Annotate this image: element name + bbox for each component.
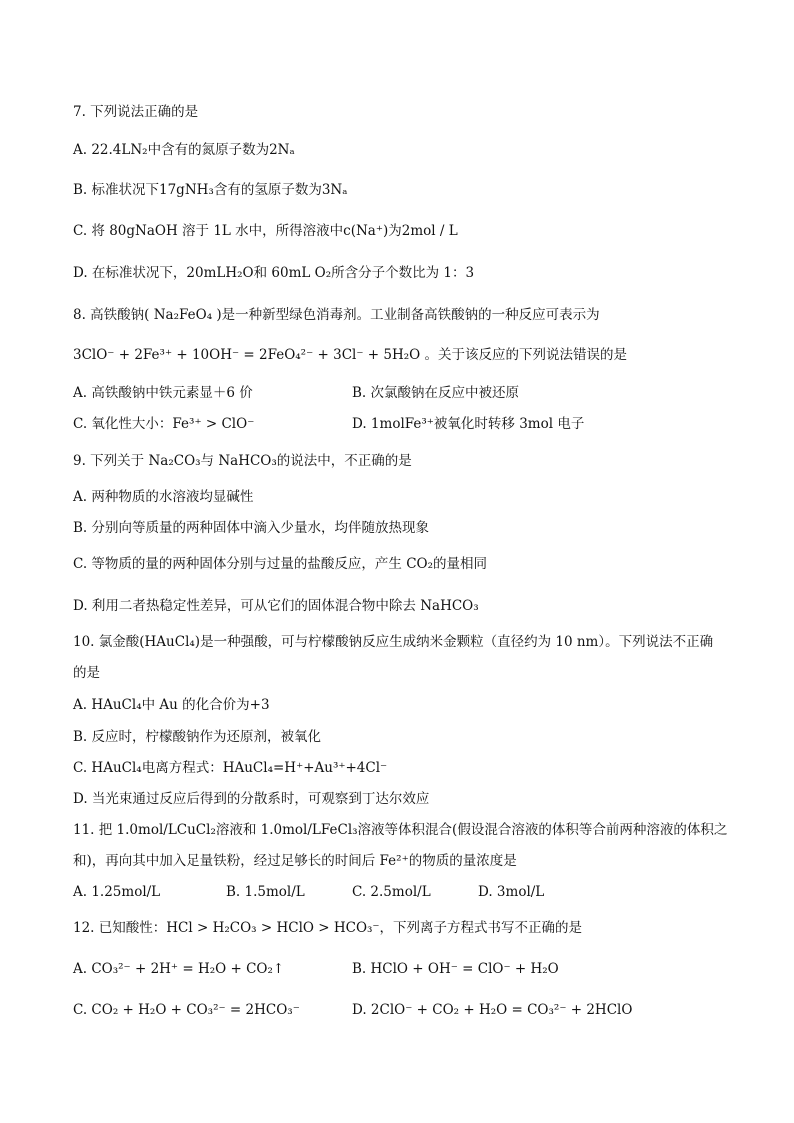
q7-option-a: A. 22.4LN₂中含有的氮原子数为2Nₐ — [73, 142, 295, 158]
q10-option-d: D. 当光束通过反应后得到的分散系时，可观察到丁达尔效应 — [73, 791, 430, 807]
q12-option-d: D. 2ClO⁻ + CO₂ + H₂O = CO₃²⁻ + 2HClO — [352, 1002, 633, 1018]
q12-option-c: C. CO₂ + H₂O + CO₃²⁻ = 2HCO₃⁻ — [73, 1002, 300, 1018]
q7-option-c: C. 将 80gNaOH 溶于 1L 水中，所得溶液中c(Na⁺)为2mol / L — [73, 223, 458, 239]
q12-option-b: B. HClO + OH⁻ = ClO⁻ + H₂O — [352, 961, 559, 977]
q10-option-b: B. 反应时，柠檬酸钠作为还原剂，被氧化 — [73, 729, 322, 745]
q12-option-a: A. CO₃²⁻ + 2H⁺ = H₂O + CO₂↑ — [73, 961, 285, 977]
q7-option-d: D. 在标准状况下，20mLH₂O和 60mL O₂所含分子个数比为 1：3 — [73, 265, 475, 281]
q7-stem: 7. 下列说法正确的是 — [73, 104, 199, 120]
q8-option-c: C. 氧化性大小：Fe³⁺ > ClO⁻ — [73, 416, 255, 432]
q9-option-c: C. 等物质的量的两种固体分别与过量的盐酸反应，产生 CO₂的量相同 — [73, 556, 488, 572]
q11-option-d: D. 3mol/L — [478, 884, 545, 900]
q11-stem-line2: 和)，再向其中加入足量铁粉，经过足够长的时间后 Fe²⁺的物质的量浓度是 — [73, 853, 517, 869]
q8-equation: 3ClO⁻ + 2Fe³⁺ + 10OH⁻ = 2FeO₄²⁻ + 3Cl⁻ + 5H₂O 。关于该反应的下列说法错误的是 — [73, 347, 628, 363]
q10-option-c: C. HAuCl₄电离方程式：HAuCl₄=H⁺+Au³⁺+4Cl⁻ — [73, 760, 388, 776]
q11-stem-line1: 11. 把 1.0mol/LCuCl₂溶液和 1.0mol/LFeCl₃溶液等体积混合(假设混合溶液的体积等合前两种溶液的体积之 — [73, 822, 728, 838]
q9-option-b: B. 分别向等质量的两种固体中滴入少量水，均伴随放热现象 — [73, 520, 430, 536]
q9-option-a: A. 两种物质的水溶液均显碱性 — [73, 489, 254, 505]
q8-option-a: A. 高铁酸钠中铁元素显＋6 价 — [73, 385, 253, 401]
q8-option-d: D. 1molFe³⁺被氧化时转移 3mol 电子 — [352, 416, 585, 432]
q11-option-c: C. 2.5mol/L — [352, 884, 431, 900]
q9-stem: 9. 下列关于 Na₂CO₃与 NaHCO₃的说法中，不正确的是 — [73, 453, 412, 469]
q11-option-b: B. 1.5mol/L — [226, 884, 305, 900]
q12-stem: 12. 已知酸性：HCl > H₂CO₃ > HClO > HCO₃⁻，下列离子方程式书写不正确的是 — [73, 920, 583, 936]
q11-option-a: A. 1.25mol/L — [73, 884, 161, 900]
q10-option-a: A. HAuCl₄中 Au 的化合价为+3 — [73, 697, 270, 713]
q9-option-d: D. 利用二者热稳定性差异，可从它们的固体混合物中除去 NaHCO₃ — [73, 598, 479, 614]
q8-option-b: B. 次氯酸钠在反应中被还原 — [352, 385, 520, 401]
q10-stem-line2: 的是 — [73, 665, 100, 681]
q7-option-b: B. 标准状况下17gNH₃含有的氢原子数为3Nₐ — [73, 182, 348, 198]
q10-stem-line1: 10. 氯金酸(HAuCl₄)是一种强酸，可与柠檬酸钠反应生成纳米金颗粒（直径约为 10 nm）。下列说法不正确 — [73, 634, 714, 650]
q8-stem: 8. 高铁酸钠( Na₂FeO₄ )是一种新型绿色消毒剂。工业制备高铁酸钠的一种反应可表示为 — [73, 307, 600, 323]
